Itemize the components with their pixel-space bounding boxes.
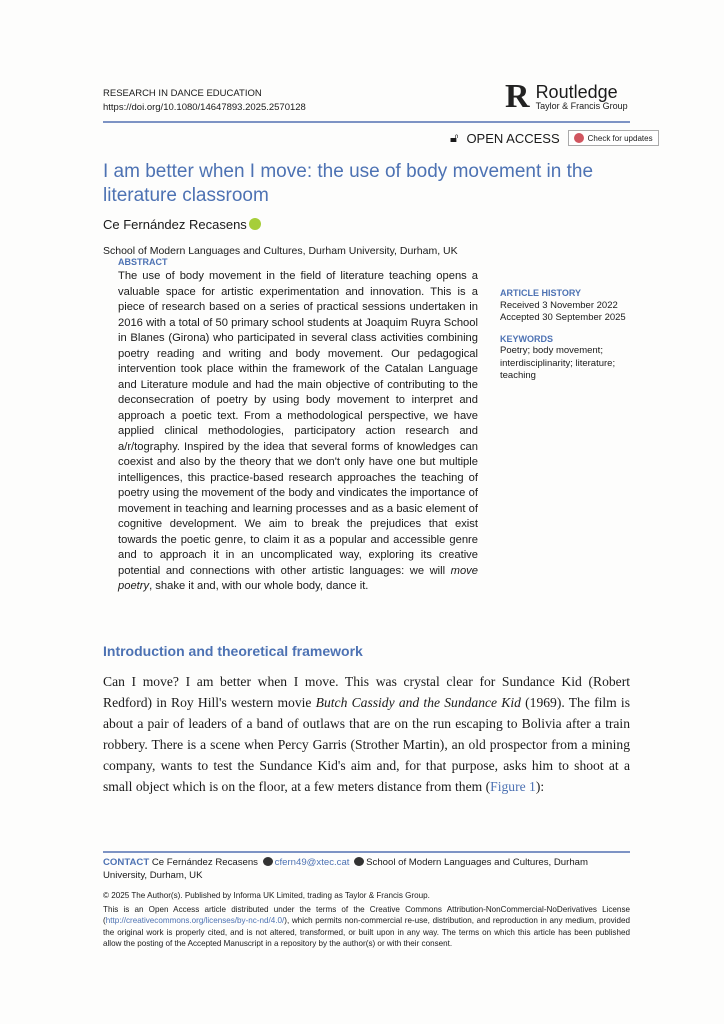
contact-name: Ce Fernández Recasens bbox=[151, 857, 258, 868]
affiliation: School of Modern Languages and Cultures, Durham University, Durham, UK bbox=[103, 245, 458, 257]
header-rule bbox=[103, 121, 630, 123]
open-access-label: OPEN ACCESS bbox=[466, 130, 560, 146]
publisher-group: Taylor & Francis Group bbox=[535, 101, 628, 111]
contact-info bbox=[103, 856, 630, 882]
check-updates-button[interactable] bbox=[568, 130, 659, 146]
publisher-logo bbox=[505, 80, 628, 114]
received-date: Received 3 November 2022 bbox=[500, 299, 618, 311]
orcid-icon[interactable] bbox=[249, 218, 261, 230]
abstract-text: The use of body movement in the field of literature teaching opens a valuable space for artistic experimentation and innovation. This is a piece of research based on a series of practical sessions undertaken in 2016 with a total of 50 primary school students at Joaquim Ruyra School in Blanes (Girona) who participated in several class activities combining poetry reading and writing and body movement. Our pedagogical intervention took place within the framework of the Catalan Language and Literature module and had the main objective of contributing to the deconsecration of poetry by using body movement to interpret and approach a poetic text. From a methodological perspective, we have applied clinical methodologies, participatory action research and a/r/tography. Inspired by the idea that several forms of knowledges can coexist and also by the theory that we don't only have one but multiple intelligences, this practice-based research approaches the teaching of poetry using the movement of the body and vindicates the importance of movement in teaching and learning processes and as a basic element of cognitive development. We aim to break the prejudices that exist towards the poetic genre, to claim it as a popular and accessible genre and to approach it in an uncomplicated way, exploring its creative potential and connections with other artistic languages: we will move poetry, shake it and, with our whole body, dance it. bbox=[118, 270, 478, 592]
license-text: © 2025 The Author(s). Published by Informa UK Limited, trading as Taylor & Francis Group. This is an Open Access article distributed under the terms of the Creative Commons Attribution-NonCommercial-NoDerivatives License (http://creativecommons.org/licenses/by-nc-nd/4.0/), which permits non-commercial re-use, distribution, and reproduction in any medium, provided the original work is properly cited, and is not altered, transformed, or built upon in any way. The terms on which this article has been published allow the posting of the Accepted Manuscript in a repository by the author(s) or with their consent. bbox=[103, 891, 630, 948]
journal-name: RESEARCH IN DANCE EDUCATION bbox=[103, 88, 262, 99]
doi-link[interactable]: https://doi.org/10.1080/14647893.2025.2570128 bbox=[103, 102, 306, 113]
copyright: © 2025 The Author(s). Published by Informa UK Limited, trading as Taylor & Francis Group. bbox=[103, 891, 430, 900]
keywords-text: Poetry; body movement; interdisciplinarity; literature; teaching bbox=[500, 345, 616, 381]
abstract bbox=[118, 257, 478, 595]
figure-link[interactable]: Figure 1 bbox=[490, 779, 536, 794]
section-heading: Introduction and theoretical framework bbox=[103, 643, 363, 659]
open-access-bar bbox=[450, 130, 659, 146]
abstract-label: ABSTRACT bbox=[118, 257, 168, 267]
email-icon bbox=[263, 857, 273, 866]
intro-paragraph: Can I move? I am better when I move. This was crystal clear for Sundance Kid (Robert Redford) in Roy Hill's western movie Butch Cassidy and the Sundance Kid (1969). The film is about a pair of leaders of a band of outlaws that are on the run escaping to Bolivia after a train robbery. There is a scene when Percy Garris (Strother Martin), an old prospector from a mining company, wants to test the Sundance Kid's aim and, for that purpose, asks him to shoot at a small object which is on the floor, at a few meters distance from them (Figure 1): bbox=[103, 674, 630, 794]
article-title: I am better when I move: the use of body movement in the literature classroom bbox=[103, 161, 594, 206]
contact-address: School of Modern Languages and Cultures, Durham University, Durham, UK bbox=[103, 857, 588, 881]
author-line bbox=[103, 217, 261, 232]
license-link[interactable]: http://creativecommons.org/licenses/by-nc-nd/4.0/ bbox=[105, 916, 285, 925]
crossmark-icon bbox=[574, 133, 584, 143]
check-updates-label: Check for updates bbox=[587, 133, 653, 143]
email-link[interactable]: cfern49@xtec.cat bbox=[274, 857, 350, 868]
article-info bbox=[500, 287, 630, 383]
author-name: Ce Fernández Recasens bbox=[103, 217, 247, 232]
footer-rule bbox=[103, 851, 630, 853]
routledge-r-icon: R bbox=[505, 78, 530, 115]
journal-header bbox=[103, 87, 306, 115]
accepted-date: Accepted 30 September 2025 bbox=[500, 312, 626, 323]
address-icon bbox=[354, 857, 364, 866]
keywords-label: KEYWORDS bbox=[500, 333, 554, 344]
open-lock-icon: 🔓︎ bbox=[450, 130, 459, 145]
contact-label: CONTACT bbox=[103, 857, 150, 868]
publisher-name: Routledge bbox=[535, 82, 618, 102]
history-label: ARTICLE HISTORY bbox=[500, 288, 582, 298]
